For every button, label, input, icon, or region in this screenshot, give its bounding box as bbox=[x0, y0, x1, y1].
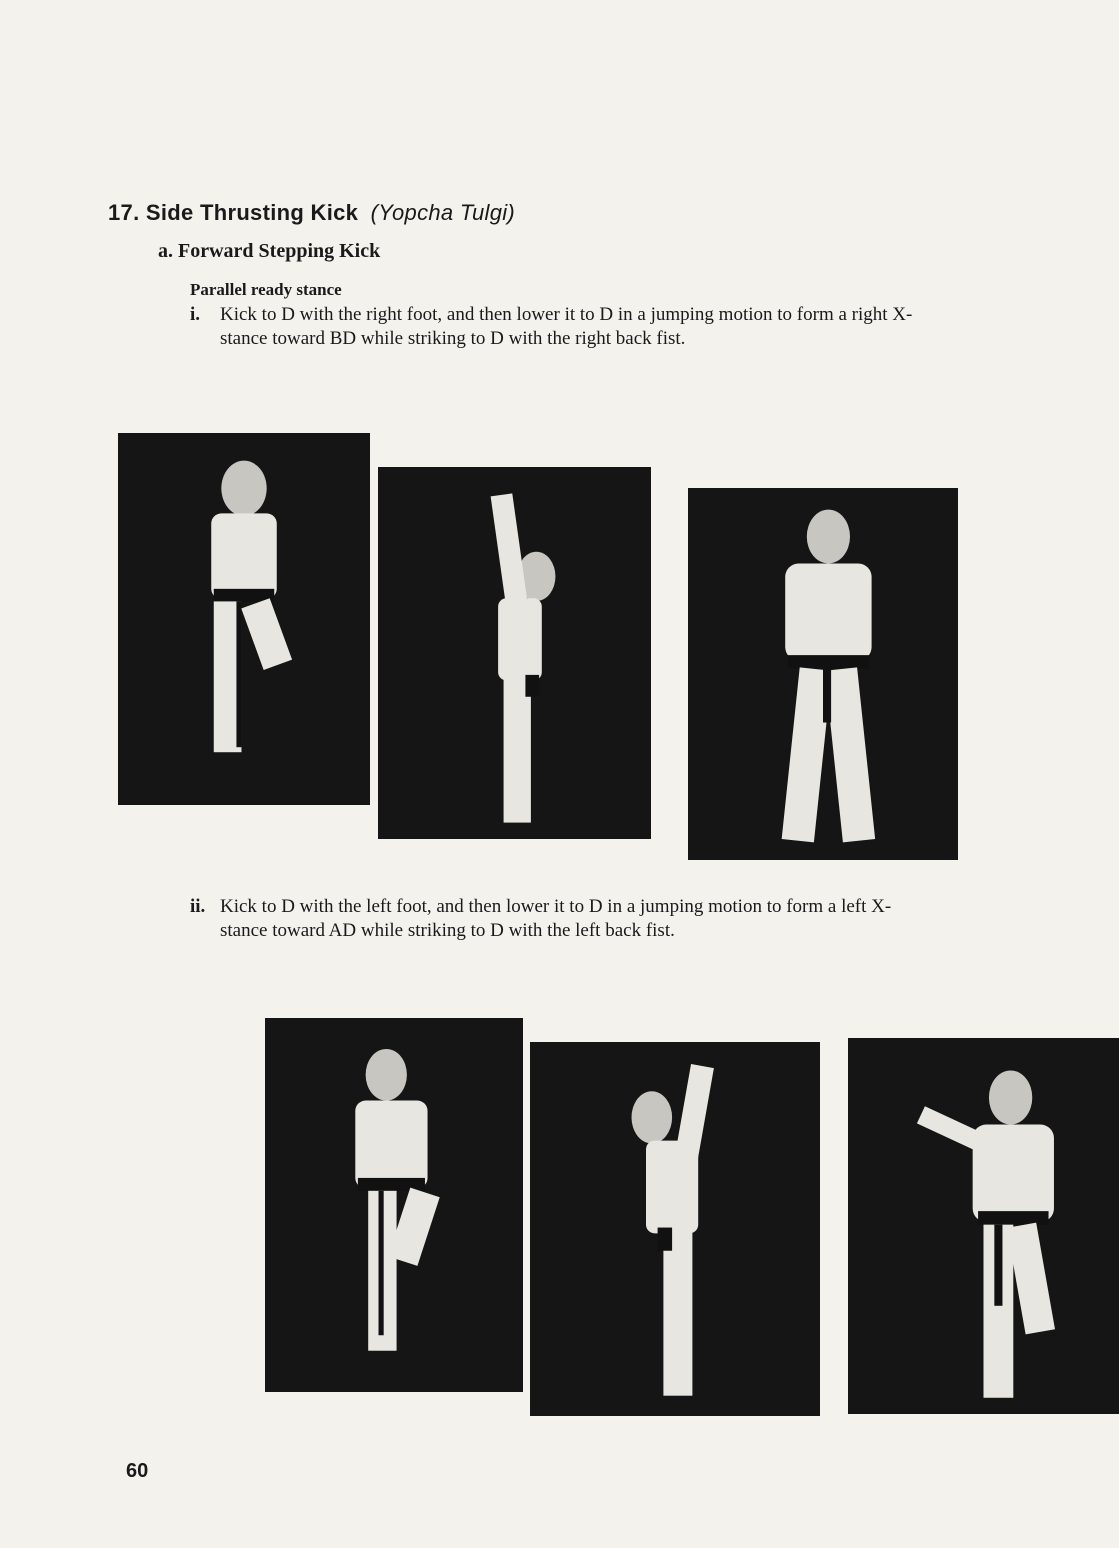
photo-step-ii-3 bbox=[848, 1038, 1119, 1414]
starting-stance: Parallel ready stance bbox=[190, 280, 342, 299]
subsection-heading: a. Forward Stepping Kick bbox=[158, 240, 381, 262]
photo-step-ii-2 bbox=[530, 1042, 820, 1416]
photo-step-i-3 bbox=[688, 488, 958, 860]
section-title: Side Thrusting Kick bbox=[145, 200, 359, 225]
step-marker: ii. bbox=[190, 896, 206, 917]
step-marker: i. bbox=[190, 304, 201, 325]
section-heading bbox=[108, 200, 515, 226]
section-number: 17. bbox=[108, 200, 140, 225]
page-number: 60 bbox=[126, 1460, 149, 1482]
photo-step-ii-1 bbox=[265, 1018, 523, 1392]
section-title-korean: (Yopcha Tulgi) bbox=[370, 200, 516, 225]
photo-step-i-2 bbox=[378, 467, 651, 839]
step-text: Kick to D with the left foot, and then lower it to D in a jumping motion to form a left X-stance toward AD while striking to D with the left back fist. bbox=[220, 896, 892, 941]
photo-step-i-1 bbox=[118, 433, 370, 805]
step-text: Kick to D with the right foot, and then lower it to D in a jumping motion to form a right X-stance toward BD while striking to D with the right back fist. bbox=[220, 304, 913, 349]
step-ii bbox=[190, 895, 930, 943]
step-i bbox=[190, 303, 930, 351]
